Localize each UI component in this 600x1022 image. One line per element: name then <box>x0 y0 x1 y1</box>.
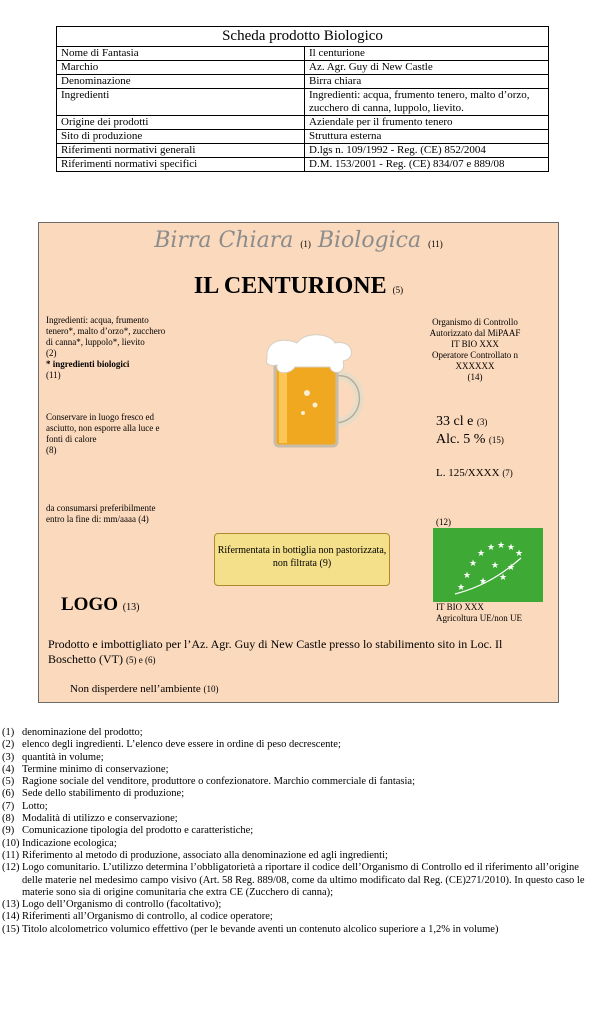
svg-text:★: ★ <box>507 543 516 553</box>
sheet-key: Sito di produzione <box>57 130 305 144</box>
alcohol-note: (15) <box>488 435 504 445</box>
control-body-logo <box>61 594 139 616</box>
legend-number: (2) <box>2 739 15 751</box>
sheet-key: Origine dei prodotti <box>57 116 305 130</box>
best-before: da consumarsi preferibilmente entro la fine di: mm/aaaa (4) <box>46 503 156 524</box>
table-row <box>57 158 549 172</box>
legend-text: Riferimenti all’Organismo di controllo, al codice operatore; <box>22 911 273 923</box>
refermentation-scroll <box>214 533 390 586</box>
legend-number: (9) <box>2 825 15 837</box>
svg-text:★: ★ <box>487 543 496 553</box>
list-item <box>2 850 598 862</box>
ingredients-text: Ingredienti: acqua, frumento tenero*, malto d’orzo*, zucchero di canna*, luppolo*, lievito <box>46 315 166 347</box>
ingredients-block <box>46 315 172 381</box>
table-row <box>57 75 549 89</box>
control-line: Operatore Controllato n <box>432 350 518 360</box>
brand-text-2: Biologica <box>317 228 422 253</box>
produced-by <box>48 637 553 668</box>
sheet-value: Az. Agr. Guy di New Castle <box>305 61 549 75</box>
legend-text: Riferimento al metodo di produzione, associato alla denominazione ed agli ingredienti; <box>22 849 388 861</box>
beer-mug-icon <box>235 331 385 451</box>
list-item <box>2 727 598 739</box>
lot-block <box>436 467 513 479</box>
ecology-note-number: (10) <box>203 684 219 694</box>
control-line: Organismo di Controllo <box>432 317 518 327</box>
svg-text:★: ★ <box>491 561 500 571</box>
produced-by-text: Prodotto e imbottigliato per l’Az. Agr. Guy di New Castle presso lo stabilimento sito in Loc. Il Boschetto (VT) <box>48 637 503 666</box>
svg-text:★: ★ <box>463 571 472 581</box>
svg-text:★: ★ <box>477 549 486 559</box>
svg-text:★: ★ <box>469 559 478 569</box>
legend-text: Sede dello stabilimento di produzione; <box>22 788 185 800</box>
legend-text: Titolo alcolometrico volumico effettivo (per le bevande aventi un contenuto alcolico superiore a 1,2% in volume) <box>22 923 499 935</box>
storage-text: Conservare in luogo fresco ed asciutto, non esporre alla luce e fonti di calore <box>46 412 160 444</box>
control-line: IT BIO XXX <box>451 339 499 349</box>
sheet-key: Denominazione <box>57 75 305 89</box>
legend-text: Ragione sociale del venditore, produttore o confezionatore. Marchio commerciale di fantasia; <box>22 776 416 788</box>
list-item <box>2 911 598 923</box>
organic-note-number: (11) <box>46 370 61 380</box>
eu-origin-text: Agricoltura UE/non UE <box>436 613 522 623</box>
svg-text:★: ★ <box>507 563 516 573</box>
sheet-key: Riferimenti normativi generali <box>57 144 305 158</box>
sheet-value: Struttura esterna <box>305 130 549 144</box>
legend-number: (3) <box>2 751 15 763</box>
legend-number: (12) <box>2 862 20 874</box>
legend-text: Logo comunitario. L’utilizzo determina l’obbligatorietà a riportare il codice dell’Organismo di Controllo ed il riferimento all’origine delle materie nel medesimo campo visivo (Art. 58 Reg. 889/08, come da ultimo modificato dal Reg. (CE)271/2010). In questo caso le materie sono sia di origine comunitaria che extra CE (Zucchero di canna); <box>22 862 585 898</box>
lot-text: L. 125/XXXX <box>436 467 500 479</box>
logo-note: (13) <box>122 602 140 613</box>
legend-text: Modalità di utilizzo e conservazione; <box>22 813 178 825</box>
svg-text:★: ★ <box>497 541 506 551</box>
table-row <box>57 61 549 75</box>
legend-text: Logo dell’Organismo di controllo (facoltativo); <box>22 899 222 911</box>
svg-text:★: ★ <box>457 583 466 593</box>
legend-number: (8) <box>2 813 15 825</box>
sheet-title: Scheda prodotto Biologico <box>57 27 549 47</box>
volume-note: (3) <box>476 417 488 427</box>
eu-organic-leaf-icon <box>433 528 543 602</box>
table-row <box>57 89 549 116</box>
product-name-text: IL CENTURIONE <box>193 273 387 299</box>
legend-number: (7) <box>2 800 15 812</box>
volume-text: 33 cl e <box>436 414 474 429</box>
legend-text: elenco degli ingredienti. L’elenco deve essere in ordine di peso decrescente; <box>22 739 341 751</box>
sheet-key: Nome di Fantasia <box>57 47 305 61</box>
sheet-key: Riferimenti normativi specifici <box>57 158 305 172</box>
sheet-value: Il centurione <box>305 47 549 61</box>
beer-label <box>38 222 559 703</box>
control-body-block <box>411 317 539 383</box>
ingredients-note: (2) <box>46 348 57 358</box>
product-sheet-table <box>56 26 549 172</box>
eu-logo-note: (12) <box>436 517 451 527</box>
sheet-value: Birra chiara <box>305 75 549 89</box>
storage-block <box>46 412 176 456</box>
list-item <box>2 813 598 825</box>
product-name-note: (5) <box>392 285 404 295</box>
svg-text:★: ★ <box>479 577 488 587</box>
legend-list <box>2 727 598 936</box>
product-name <box>39 273 558 300</box>
list-item <box>2 776 598 788</box>
list-item <box>2 899 598 911</box>
sheet-value: D.lgs n. 109/1992 - Reg. (CE) 852/2004 <box>305 144 549 158</box>
svg-text:★: ★ <box>499 573 508 583</box>
legend-number: (4) <box>2 763 15 775</box>
lot-note: (7) <box>502 468 513 478</box>
produced-by-note: (5) e (6) <box>125 655 156 665</box>
svg-text:★: ★ <box>515 549 524 559</box>
eu-origin-code: IT BIO XXX <box>436 602 484 612</box>
legend-number: (1) <box>2 727 15 738</box>
legend-number: (13) <box>2 899 20 911</box>
sheet-key: Marchio <box>57 61 305 75</box>
legend-number: (14) <box>2 911 20 923</box>
list-item <box>2 752 598 764</box>
legend-number: (5) <box>2 776 15 788</box>
sheet-value: Ingredienti: acqua, frumento tenero, malto d’orzo, zucchero di canna, luppolo, lievito. <box>305 89 549 116</box>
brand-text: Birra Chiara <box>154 228 294 253</box>
sheet-value: Aziendale per il frumento tenero <box>305 116 549 130</box>
legend-number: (15) <box>2 923 20 935</box>
legend-text: denominazione del prodotto; <box>22 727 143 738</box>
sheet-key: Ingredienti <box>57 89 305 116</box>
legend-text: quantità in volume; <box>22 751 104 763</box>
legend-number: (11) <box>2 849 20 861</box>
organic-note: * ingredienti biologici <box>46 359 130 369</box>
table-row <box>57 116 549 130</box>
brand-note-1: (1) <box>300 239 311 249</box>
control-line: Autorizzato dal MiPAAF <box>429 328 521 338</box>
scroll-note: (9) <box>319 558 332 569</box>
list-item <box>2 862 598 899</box>
table-row <box>57 47 549 61</box>
ecology-text: Non disperdere nell’ambiente <box>70 683 201 695</box>
list-item <box>2 924 598 936</box>
alcohol-text: Alc. 5 % <box>436 432 486 447</box>
label-brand <box>39 228 558 253</box>
scroll-text: Rifermentata in bottiglia non pastorizzata, non filtrata <box>217 545 387 569</box>
legend-text: Lotto; <box>22 800 48 812</box>
list-item <box>2 764 598 776</box>
legend-number: (6) <box>2 788 15 800</box>
volume-alcohol-block <box>436 413 504 449</box>
legend-text: Indicazione ecologica; <box>22 837 117 849</box>
logo-text: LOGO <box>61 594 119 615</box>
list-item <box>2 739 598 751</box>
list-item <box>2 801 598 813</box>
table-row <box>57 144 549 158</box>
list-item <box>2 838 598 850</box>
ecology-note <box>70 683 218 695</box>
control-line: (14) <box>467 372 483 382</box>
legend-number: (10) <box>2 837 20 849</box>
storage-note: (8) <box>46 445 57 455</box>
control-line: XXXXXX <box>455 361 495 371</box>
list-item <box>2 788 598 800</box>
legend-text: Comunicazione tipologia del prodotto e caratteristiche; <box>22 825 254 837</box>
brand-note-2: (11) <box>428 239 443 249</box>
legend-text: Termine minimo di conservazione; <box>22 763 169 775</box>
list-item <box>2 825 598 837</box>
table-row <box>57 130 549 144</box>
eu-origin-block <box>436 602 522 624</box>
sheet-value: D.M. 153/2001 - Reg. (CE) 834/07 e 889/08 <box>305 158 549 172</box>
